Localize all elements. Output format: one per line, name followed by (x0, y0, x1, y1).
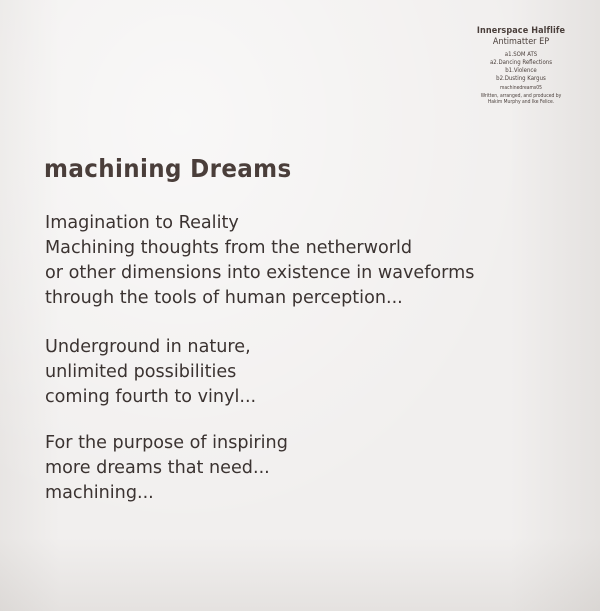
stanza-line: coming fourth to vinyl... (45, 387, 257, 407)
stanza-line: or other dimensions into existence in waveforms (45, 263, 475, 283)
stanza-line: Imagination to Reality (45, 213, 239, 233)
stanza-line: through the tools of human perception... (45, 288, 403, 308)
release-title: Antimatter EP (492, 36, 550, 47)
track-b2: b2.Dusting Kargus (496, 75, 546, 83)
stanza-line: For the purpose of inspiring (45, 433, 288, 453)
stanza-line: more dreams that need... (45, 458, 270, 478)
artist-name: Innerspace Halflife (476, 26, 566, 36)
stanza-3 (45, 431, 288, 506)
catalog-number: machinedreams05 (500, 85, 542, 92)
stanza-line: Underground in nature, (45, 337, 251, 357)
production-credit: Written, arranged, and produced by (480, 93, 562, 100)
release-credits (462, 26, 580, 105)
stanza-line: Machining thoughts from the netherworld (45, 238, 413, 258)
page-title: machining Dreams (44, 154, 292, 183)
track-a1: a1.SOM ATS (504, 50, 538, 58)
track-a2: a2.Dancing Reflections (489, 58, 553, 66)
producer-names: Hakim Murphy and Ike Felice. (487, 99, 555, 106)
stanza-line: unlimited possibilities (45, 362, 237, 382)
stanza-1 (45, 211, 474, 311)
stanza-line: machining... (45, 483, 154, 503)
stanza-2 (45, 335, 256, 410)
track-b1: b1.Violence (505, 66, 537, 74)
